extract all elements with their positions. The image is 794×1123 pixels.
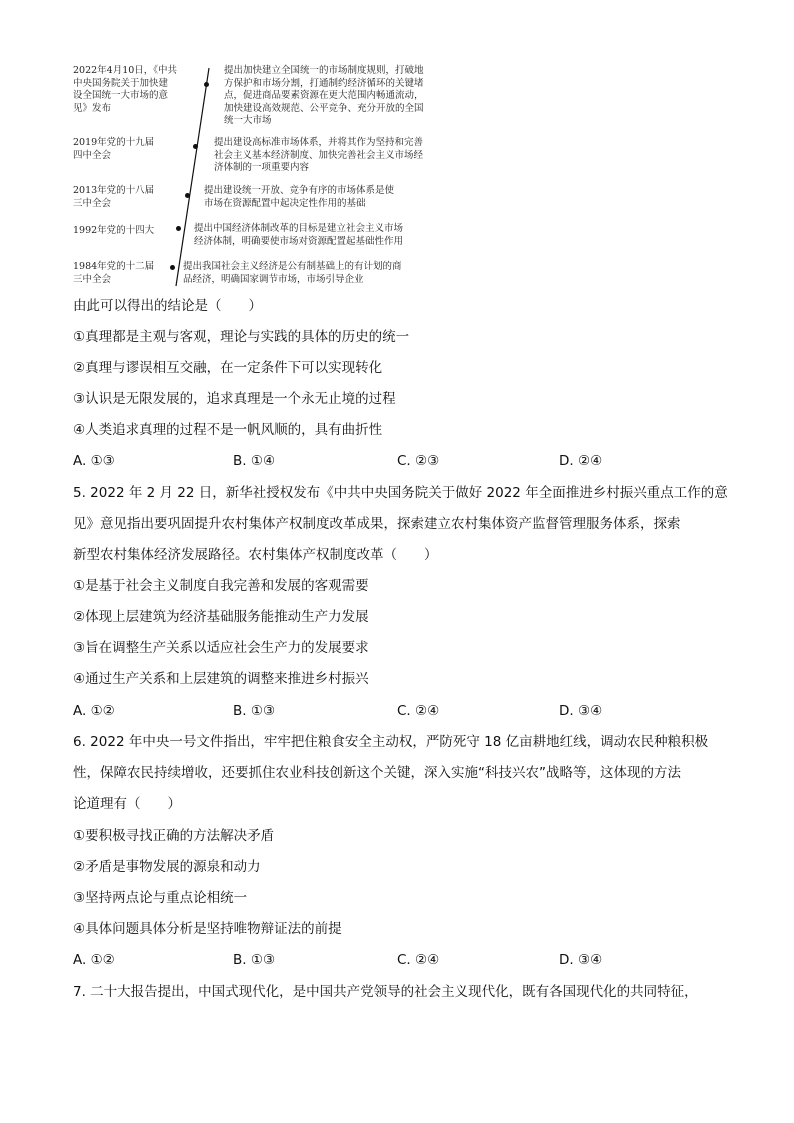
timeline-event: 2013年党的十八届 三中全会: [73, 185, 155, 209]
timeline-dot: [170, 265, 175, 270]
timeline-content: 提出建设高标准市场体系，并将其作为坚持和完善 社会主义基本经济制度、加快完善社会主义市场经 济体制的一项重要内容: [214, 137, 424, 173]
q5-item: ④通过生产关系和上层建筑的调整来推进乡村振兴: [73, 671, 369, 687]
option-c[interactable]: C. ②③: [397, 453, 440, 469]
option-b[interactable]: B. ①③: [233, 952, 276, 968]
q6-item: ④具体问题具体分析是坚持唯物辩证法的前提: [73, 921, 342, 937]
q6-item: ①要积极寻找正确的方法解决矛盾: [73, 828, 275, 844]
q5-item: ③旨在调整生产关系以适应社会生产力的发展要求: [73, 640, 369, 656]
option-d[interactable]: D. ③④: [559, 703, 603, 719]
q5-stem-line: 见》意见指出要巩固提升农村集体产权制度改革成果，探索建立农村集体资产监督管理服务体系，探索: [73, 516, 681, 532]
q4-item: ①真理都是主观与客观，理论与实践的具体的历史的统一: [73, 329, 410, 345]
q7-stem-line: 7. 二十大报告提出，中国式现代化，是中国共产党领导的社会主义现代化，既有各国现代化的共同特征，: [73, 984, 698, 1000]
q4-item: ②真理与谬误相互交融，在一定条件下可以实现转化: [73, 360, 383, 376]
option-d[interactable]: D. ③④: [559, 952, 603, 968]
q6-stem-line: 论道理有（ ）: [73, 796, 181, 812]
q5-stem-line: 新型农村集体经济发展路径。农村集体产权制度改革（ ）: [73, 547, 438, 563]
timeline-dot: [185, 193, 190, 198]
option-a[interactable]: A. ①②: [73, 703, 115, 719]
timeline-content: 提出中国经济体制改革的目标是建立社会主义市场 经济体制，明确要使市场对资源配置起基础性作用: [194, 223, 404, 247]
timeline-event: 1984年党的十二届 三中全会: [73, 261, 155, 285]
timeline-dot: [193, 144, 198, 149]
timeline-dot: [176, 226, 181, 231]
timeline-event: 1992年党的十四大: [73, 225, 155, 236]
option-b[interactable]: B. ①④: [233, 453, 276, 469]
q6-item: ②矛盾是事物发展的源泉和动力: [73, 859, 261, 875]
timeline-event: 2019年党的十九届 四中全会: [73, 137, 155, 161]
option-b[interactable]: B. ①③: [233, 703, 276, 719]
q6-item: ③坚持两点论与重点论相统一: [73, 890, 248, 906]
q6-stem-line: 性，保障农民持续增收，还要抓住农业科技创新这个关键，深入实施“科技兴农”战略等，这体现的方法: [73, 765, 681, 781]
option-c[interactable]: C. ②④: [397, 952, 440, 968]
timeline-content: 提出建设统一开放、竞争有序的市场体系是使 市场在资源配置中起决定性作用的基础: [204, 185, 395, 209]
q5-item: ①是基于社会主义制度自我完善和发展的客观需要: [73, 578, 369, 594]
option-a[interactable]: A. ①③: [73, 453, 115, 469]
q5-item: ②体现上层建筑为经济基础服务能推动生产力发展: [73, 609, 369, 625]
q4-stem: 由此可以得出的结论是（ ）: [73, 298, 262, 314]
q4-item: ③认识是无限发展的，追求真理是一个永无止境的过程: [73, 391, 396, 407]
option-c[interactable]: C. ②④: [397, 703, 440, 719]
timeline-event: 2022年4月10日，《中共 中央国务院关于加快建 设全国统一大市场的意 见》发布: [73, 65, 178, 114]
option-d[interactable]: D. ②④: [559, 453, 603, 469]
timeline-content: 提出我国社会主义经济是公有制基础上的有计划的商 品经济，明确国家调节市场，市场引导企业: [183, 261, 402, 285]
timeline-dot: [204, 82, 209, 87]
q4-item: ④人类追求真理的过程不是一帆风顺的，具有曲折性: [73, 422, 383, 438]
q5-stem-line: 5. 2022 年 2 月 22 日，新华社授权发布《中共中央国务院关于做好 2022 年全面推进乡村振兴重点工作的意: [73, 485, 728, 501]
q6-stem-line: 6. 2022 年中央一号文件指出，牢牢把住粮食安全主动权，严防死守 18 亿亩耕地红线，调动农民种粮积极: [73, 734, 709, 750]
timeline-content: 提出加快建立全国统一的市场制度规则，打破地 方保护和市场分割，打通制约经济循环的关键堵 点，促进商品要素资源在更大范围内畅通流动， 加快建设高效规范、公平竞争、充分开放的全国 统一大市场: [224, 65, 424, 126]
option-a[interactable]: A. ①②: [73, 952, 115, 968]
